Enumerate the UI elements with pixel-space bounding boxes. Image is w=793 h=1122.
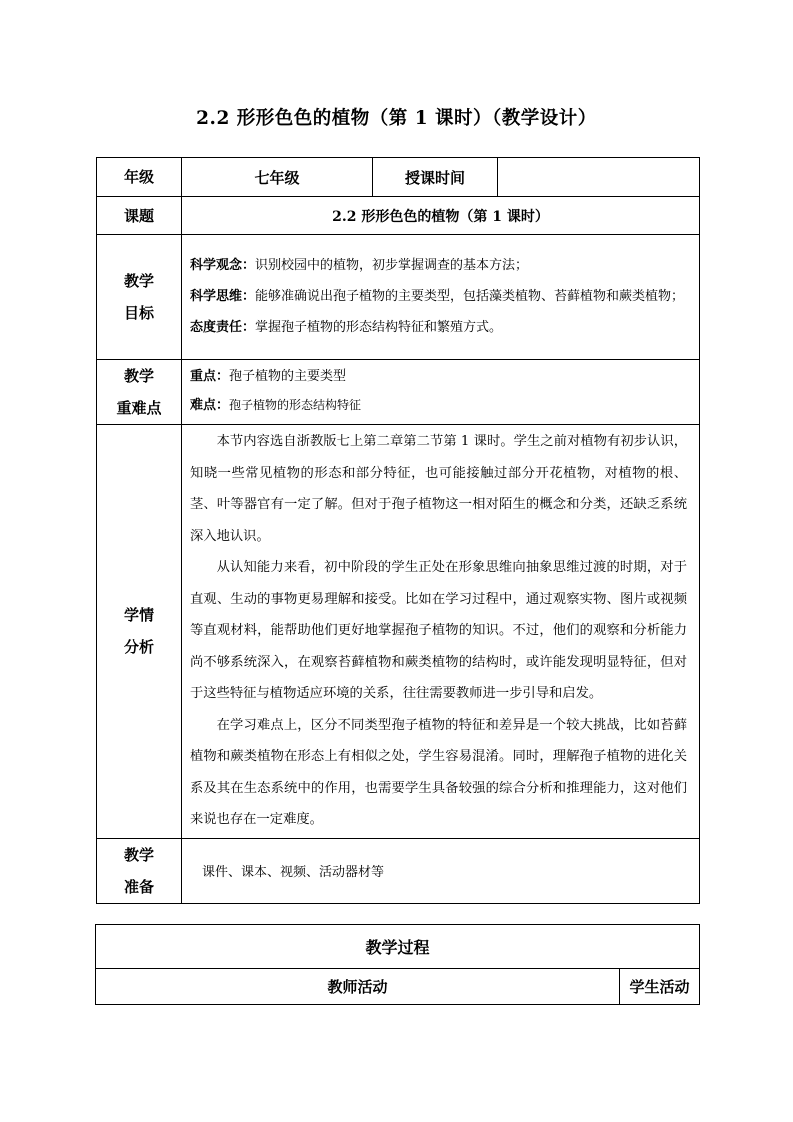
focus-row <box>97 360 700 425</box>
grade-value: 七年级 <box>182 158 373 197</box>
preparation-label <box>97 838 182 903</box>
course-label: 课题 <box>97 197 182 235</box>
preparation-row <box>97 838 700 903</box>
student-activity-header: 学生活动 <box>620 969 700 1005</box>
focus-label <box>97 360 182 425</box>
objective-item <box>190 250 691 281</box>
objective-item <box>190 312 691 343</box>
time-value <box>498 158 700 197</box>
preparation-label-line2: 准备 <box>123 877 154 896</box>
analysis-paragraph: 本节内容选自浙教版七上第二章第二节第 1 课时。学生之前对植物有初步认识，知晓一些常见植物的形态和部分特征，也可能接触过部分开花植物，对植物的根、茎、叶等器官有一定了解。但对于孢子植物这一相对陌生的概念和分类，还缺乏系统深入地认识。 <box>190 434 687 544</box>
teacher-activity-header: 教师活动 <box>96 969 620 1005</box>
objective-key: 科学思维： <box>190 289 256 304</box>
objectives-row <box>97 235 700 360</box>
key-point <box>190 363 691 391</box>
analysis-paragraph: 从认知能力来看，初中阶段的学生正处在形象思维向抽象思维过渡的时期，对于直观、生动的事物更易理解和接受。比如在学习过程中，通过观察实物、图片或视频等直观材料，能帮助他们更好地掌握孢子植物的知识。不过，他们的观察和分析能力尚不够系统深入，在观察苔藓植物和蕨类植物的结构时，或许能发现明显特征，但对于这些特征与植物适应环境的关系，往往需要教师进一步引导和启发。 <box>190 560 687 701</box>
objective-text: 掌握孢子植物的形态结构特征和繁殖方式。 <box>255 320 503 335</box>
analysis-row <box>97 425 700 839</box>
process-title: 教学过程 <box>96 925 700 969</box>
analysis-label-line2: 分析 <box>123 638 154 657</box>
analysis-paragraph: 在学习难点上，区分不同类型孢子植物的特征和差异是一个较大挑战，比如苔藓植物和蕨类植物在形态上有相似之处，学生容易混淆。同时，理解孢子植物的进化关系及其在生态系统中的作用，也需要学生具备较强的综合分析和推理能力，这对他们来说也存在一定难度。 <box>190 717 687 827</box>
objectives-content <box>182 235 700 360</box>
difficulty-text: 孢子植物的形态结构特征 <box>229 398 362 412</box>
focus-label-line2: 重难点 <box>116 399 162 417</box>
grade-label: 年级 <box>97 158 182 197</box>
objective-key: 态度责任： <box>190 320 256 335</box>
difficulty <box>190 391 691 420</box>
analysis-content <box>182 425 700 839</box>
course-value: 2.2 形形色色的植物（第 1 课时） <box>182 197 700 235</box>
objective-text: 识别校园中的植物，初步掌握调查的基本方法； <box>255 258 529 273</box>
focus-label-line1: 教学 <box>123 367 154 385</box>
document-title: 2.2 形形色色的植物（第 1 课时）（教学设计） <box>196 108 597 129</box>
focus-content <box>182 360 700 425</box>
preparation-value: 课件、课本、视频、活动器材等 <box>182 838 700 903</box>
time-label: 授课时间 <box>373 158 498 197</box>
key-point-text: 孢子植物的主要类型 <box>229 369 347 384</box>
grade-row <box>97 158 700 197</box>
course-row <box>97 197 700 235</box>
lesson-info-table <box>96 157 700 904</box>
objective-text: 能够准确说出孢子植物的主要类型，包括藻类植物、苔藓植物和蕨类植物； <box>255 289 685 304</box>
objective-key: 科学观念： <box>190 258 256 273</box>
difficulty-label: 难点： <box>190 398 230 413</box>
process-header-row <box>96 969 700 1005</box>
objectives-label <box>97 235 182 360</box>
key-point-label: 重点： <box>190 369 230 384</box>
objectives-label-line2: 目标 <box>123 304 154 322</box>
process-title-row <box>96 925 700 969</box>
analysis-label <box>97 425 182 839</box>
teaching-process-table <box>95 924 700 1005</box>
objective-item <box>190 281 691 312</box>
objectives-label-line1: 教学 <box>123 272 154 290</box>
analysis-label-line1: 学情 <box>123 606 154 625</box>
preparation-label-line1: 教学 <box>123 845 154 864</box>
